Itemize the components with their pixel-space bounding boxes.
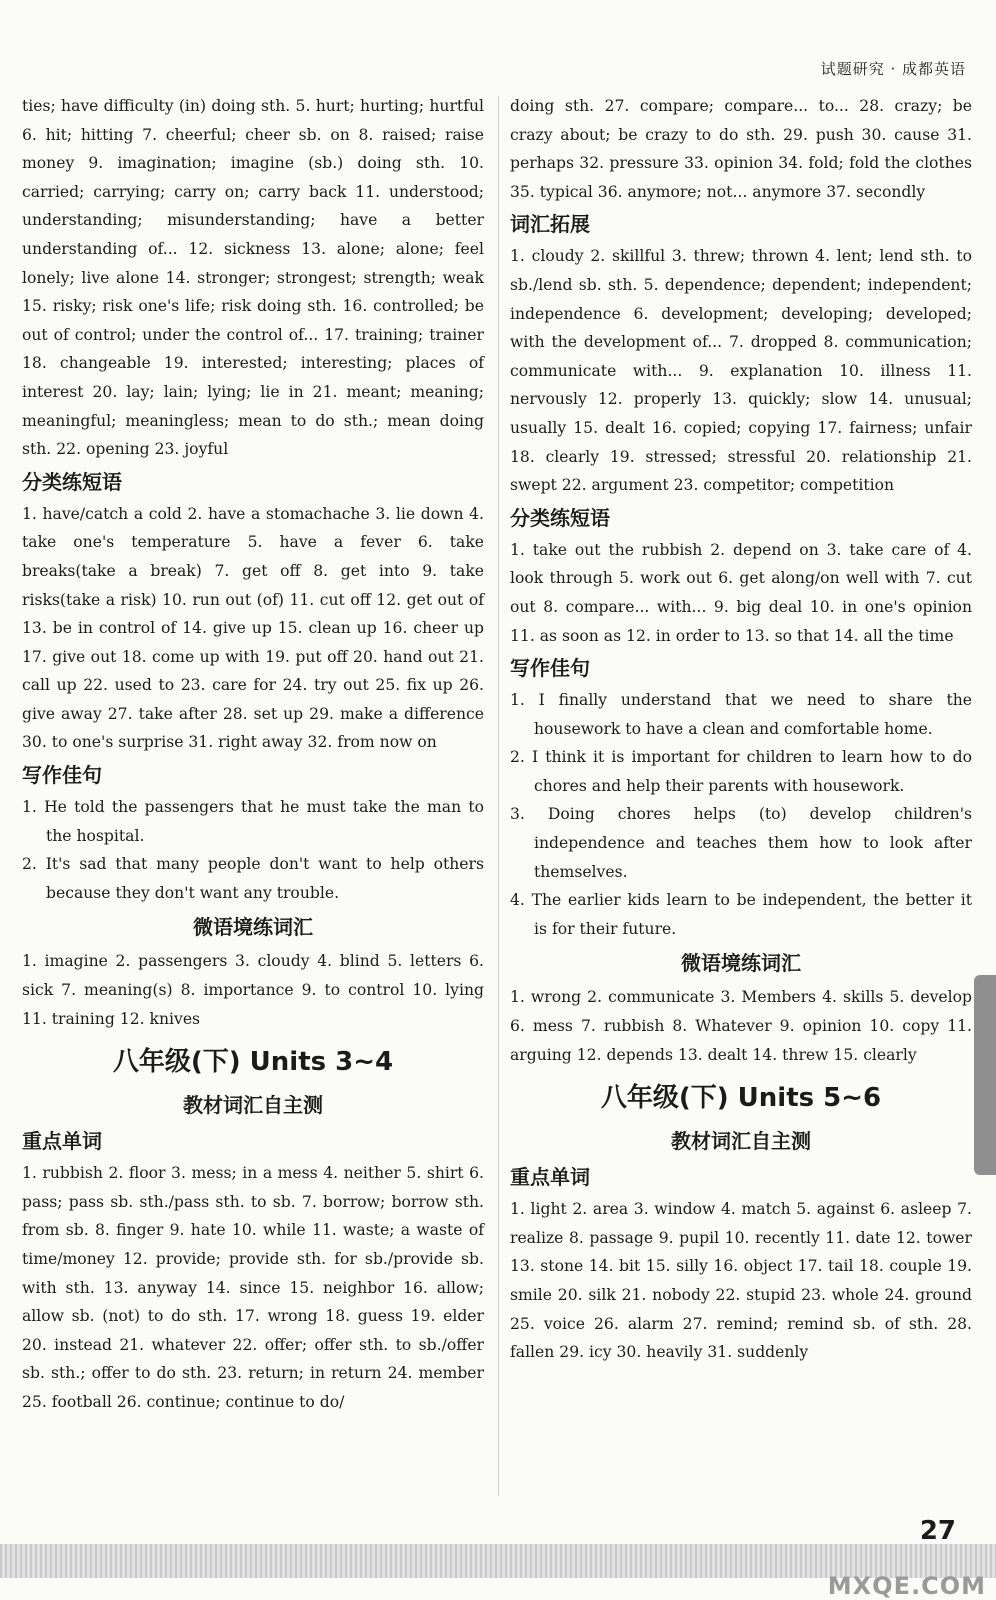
section-heading: 分类练短语 <box>22 469 122 494</box>
section-heading: 写作佳句 <box>510 656 590 681</box>
sentence-item: 1. He told the passengers that he must take the man to the hospital. <box>22 798 484 845</box>
sentence-item: 1. I finally understand that we need to share the housework to have a clean and comfortable home. <box>510 691 972 738</box>
answer-paragraph: doing sth. 27. compare; compare... to... 28. crazy; be crazy about; be crazy to do sth. 29. push 30. cause 31. perhaps 32. pressure 33. opinion 34. fold; fold the clothes 35. typical 36. anymore; not... anymore 37. secondly <box>510 97 972 201</box>
section-heading-centered: 微语境练词汇 <box>681 951 801 976</box>
section-heading-centered: 教材词汇自主测 <box>183 1093 323 1118</box>
left-column <box>22 92 484 1417</box>
column-divider <box>498 96 499 1496</box>
section-heading: 写作佳句 <box>22 763 102 788</box>
answer-paragraph: ties; have difficulty (in) doing sth. 5. hurt; hurting; hurtful 6. hit; hitting 7. cheerful; cheer sb. on 8. raised; raise money 9. imagination; imagine (sb.) doing sth. 10. carried; carrying; carry on; carry back 11. understood; understanding; misunderstanding; have a better understanding of... 12. sickness 13. alone; alone; feel lonely; live alone 14. stronger; strongest; strength; weak 15. risky; risk one's life; risk doing sth. 16. controlled; be out of control; under the control of... 17. training; trainer 18. changeable 19. interested; interesting; places of interest 20. lay; lain; lying; lie in 21. meant; meaning; meaningful; meaningless; mean to do sth.; mean doing sth. 22. opening 23. joyful <box>22 97 484 459</box>
section-heading: 分类练短语 <box>510 505 610 530</box>
answer-paragraph: 1. take out the rubbish 2. depend on 3. take care of 4. look through 5. work out 6. get along/on well with 7. cut out 8. compare... with... 9. big deal 10. in one's opinion 11. as soon as 12. in order to 13. so that 14. all the time <box>510 540 972 645</box>
section-heading-centered: 微语境练词汇 <box>193 915 313 940</box>
watermark: MXQE.COM <box>827 1572 986 1600</box>
answer-paragraph: 1. wrong 2. communicate 3. Members 4. skills 5. develop 6. mess 7. rubbish 8. Whatever 9. opinion 10. copy 11. arguing 12. depends 13. dealt 14. threw 15. clearly <box>510 988 972 1064</box>
answer-paragraph: 1. cloudy 2. skillful 3. threw; thrown 4. lent; lend sth. to sb./lend sb. sth. 5. dependence; dependent; independent; independence 6. development; developing; developed; with the development of... 7. dropped 8. communication; communicate with... 9. explanation 10. illness 11. nervously 12. properly 13. quickly; slow 14. unusual; usually 15. dealt 16. copied; copying 17. fairness; unfair 18. clearly 19. stressed; stressful 20. relationship 21. swept 22. argument 23. competitor; competition <box>510 247 972 495</box>
answer-paragraph: 1. rubbish 2. floor 3. mess; in a mess 4. neither 5. shirt 6. pass; pass sb. sth./pass sth. to sb. 7. borrow; borrow sth. from sb. 8. finger 9. hate 10. while 11. waste; a waste of time/money 12. provide; provide sth. for sb./provide sb. with sth. 13. anyway 14. since 15. neighbor 16. allow; allow sb. (not) to do sth. 17. wrong 18. guess 19. elder 20. instead 21. whatever 22. offer; offer sth. to sb./offer sb. sth.; offer to do sth. 23. return; in return 24. member 25. football 26. continue; continue to do/ <box>22 1164 484 1411</box>
right-column <box>510 92 972 1367</box>
sentence-item: 2. It's sad that many people don't want to help others because they don't want any trouble. <box>22 855 484 902</box>
section-heading: 词汇拓展 <box>510 212 590 237</box>
sentence-item: 4. The earlier kids learn to be independent, the better it is for their future. <box>510 891 972 938</box>
unit-heading: 八年级(下) Units 3~4 <box>112 1047 394 1078</box>
unit-heading: 八年级(下) Units 5~6 <box>600 1083 882 1114</box>
sentence-item: 3. Doing chores helps (to) develop children's independence and teaches them how to look after themselves. <box>510 805 972 881</box>
answer-paragraph: 1. imagine 2. passengers 3. cloudy 4. blind 5. letters 6. sick 7. meaning(s) 8. importance 9. to control 10. lying 11. training 12. knives <box>22 952 484 1028</box>
answer-paragraph: 1. have/catch a cold 2. have a stomachache 3. lie down 4. take one's temperature 5. have a fever 6. take breaks(take a break) 7. get off 8. get into 9. take risks(take a risk) 10. run out (of) 11. cut off 12. get out of 13. be in control of 14. give up 15. clean up 16. cheer up 17. give out 18. come up with 19. put off 20. hand out 21. call up 22. used to 23. care for 24. try out 25. fix up 26. give away 27. take after 28. set up 29. make a difference 30. to one's surprise 31. right away 32. from now on <box>22 504 484 752</box>
answer-paragraph: 1. light 2. area 3. window 4. match 5. against 6. asleep 7. realize 8. passage 9. pupil 10. recently 11. date 12. tower 13. stone 14. bit 15. silly 16. object 17. tail 18. couple 19. smile 20. silk 21. nobody 22. stupid 23. whole 24. ground 25. voice 26. alarm 27. remind; remind sb. of sth. 28. fallen 29. icy 30. heavily 31. suddenly <box>510 1200 972 1362</box>
page-number: 27 <box>919 1516 956 1546</box>
sentence-item: 2. I think it is important for children to learn how to do chores and help their parents with housework. <box>510 748 972 795</box>
page-header: 试题研究 · 成都英语 <box>820 60 966 78</box>
section-heading-centered: 教材词汇自主测 <box>671 1129 811 1154</box>
side-tab <box>974 975 996 1175</box>
section-heading: 重点单词 <box>510 1165 590 1190</box>
section-heading: 重点单词 <box>22 1129 102 1154</box>
